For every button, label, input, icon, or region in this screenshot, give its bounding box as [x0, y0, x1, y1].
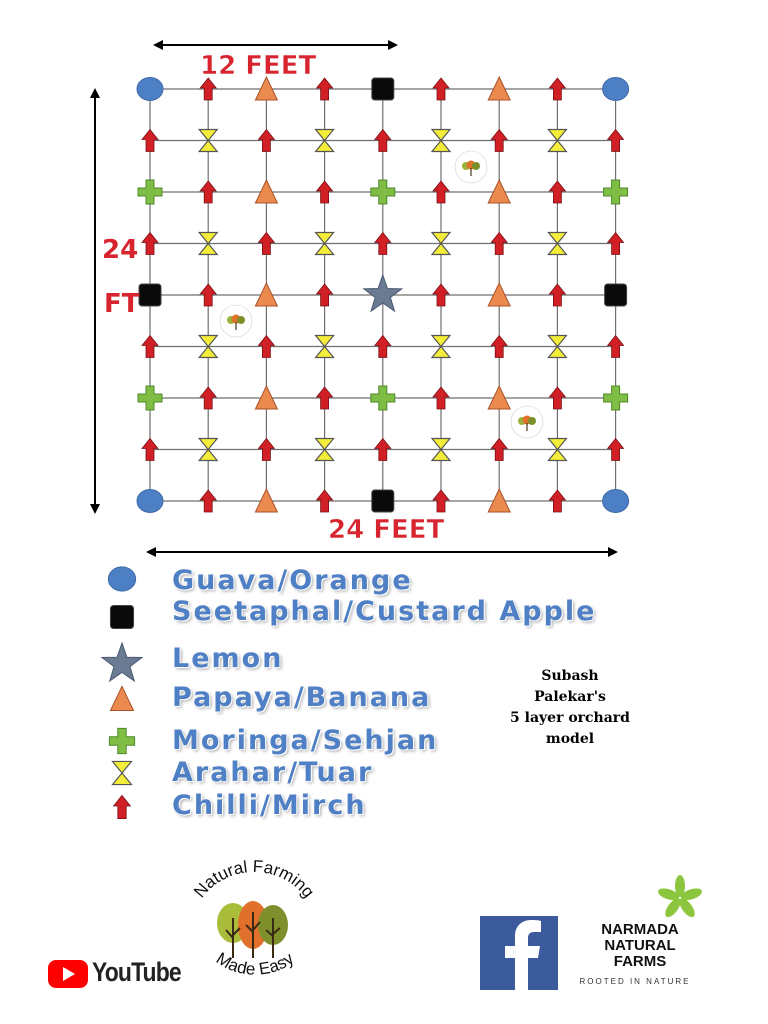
moringa-symbol — [138, 180, 162, 204]
natural-farming-watermark — [511, 406, 543, 438]
natural-farming-logo — [190, 857, 318, 979]
legend-label-lemon: Lemon — [172, 643, 284, 674]
natural-farming-watermark — [220, 305, 252, 337]
moringa-symbol — [138, 386, 162, 410]
caption-line: 5 layer orchard — [510, 710, 630, 726]
logo-bottom-text: Made Easy — [212, 948, 298, 979]
moringa-symbol — [109, 728, 134, 753]
papaya-symbol — [110, 686, 133, 710]
bottom-dimension-label: 24 FEET — [328, 515, 445, 545]
svg-text:Made Easy — [213, 949, 298, 979]
guava-symbol — [603, 78, 629, 101]
custard-symbol — [372, 490, 394, 512]
legend-label-arahar: Arahar/Tuar — [172, 757, 374, 788]
tree-icon — [217, 901, 288, 958]
youtube-label[interactable]: YouTube — [92, 957, 181, 987]
svg-text:Natural Farming — [190, 857, 318, 901]
left-dimension-label-number: 24 — [102, 235, 139, 265]
moringa-symbol — [371, 180, 395, 204]
guava-symbol — [603, 490, 629, 513]
brand-line: FARMS — [613, 953, 667, 970]
moringa-symbol — [604, 180, 628, 204]
guava-symbol — [108, 567, 135, 591]
caption-line: Subash — [541, 668, 599, 684]
youtube-icon — [48, 960, 88, 988]
custard-symbol — [372, 78, 394, 100]
caption-line: model — [545, 731, 595, 747]
arahar-symbol — [113, 761, 132, 784]
custard-symbol — [139, 284, 161, 306]
left-dimension-label-unit: FT — [104, 289, 140, 319]
natural-farming-watermark — [455, 151, 487, 183]
lemon-symbol — [102, 643, 142, 681]
custard-symbol — [110, 605, 133, 628]
caption-line: Palekar's — [534, 689, 606, 705]
chilli-symbol — [114, 795, 131, 818]
leaf-icon — [657, 875, 704, 920]
guava-symbol — [137, 490, 163, 513]
legend-label-custard-apple: Seetaphal/Custard Apple — [172, 596, 597, 627]
legend-label-papaya: Papaya/Banana — [172, 682, 432, 713]
brand-name — [570, 922, 710, 970]
brand-tagline: ROOTED IN NATURE — [579, 977, 691, 986]
legend-label-chilli: Chilli/Mirch — [172, 790, 367, 821]
guava-symbol — [137, 78, 163, 101]
legend-label-moringa: Moringa/Sehjan — [172, 725, 439, 756]
logo-top-text: Natural Farming — [190, 856, 319, 902]
facebook-icon — [480, 916, 558, 990]
moringa-symbol — [604, 386, 628, 410]
brand-line: NARMADA — [601, 921, 679, 938]
brand-line: NATURAL — [604, 937, 676, 954]
grid-symbols — [137, 77, 629, 513]
moringa-symbol — [371, 386, 395, 410]
legend-label-guava: Guava/Orange — [172, 565, 413, 596]
custard-symbol — [605, 284, 627, 306]
top-dimension-label: 12 FEET — [200, 51, 317, 81]
model-caption — [500, 666, 640, 750]
legend-symbols — [102, 567, 142, 819]
